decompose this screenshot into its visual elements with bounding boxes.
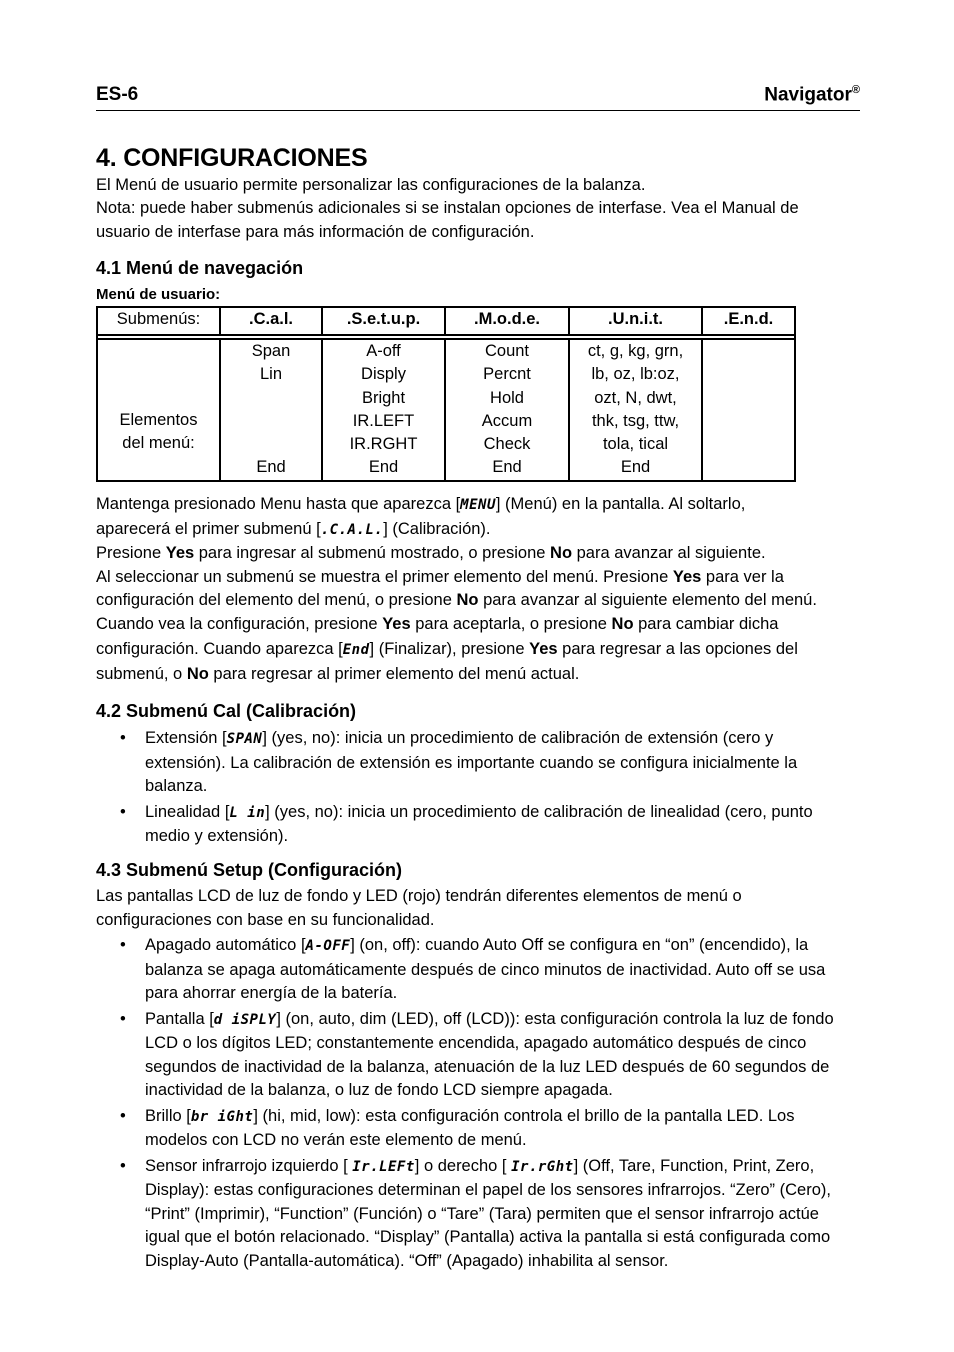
nav-line-2: [96, 518, 856, 543]
unit-item: tola, tical: [602, 435, 669, 454]
mode-item: Percnt: [483, 365, 531, 384]
row-label-cell: [97, 339, 220, 481]
mode-item: Accum: [481, 411, 533, 430]
text: ] (on, auto, dim (LED), off (LCD)): esta configuración controla la luz de fondo LCD o los dígitos LED; constantemente encendida, apagado automático después de cinco segundos de inactividad de la balanza, atenuación de la luz LED después de 60 segundos de inactividad de la balanza, o luz de fondo LCD siempre apagada.: [145, 1009, 834, 1099]
no-key: No: [550, 544, 573, 562]
page-number: ES-6: [96, 84, 139, 105]
text: para cambiar dicha: [633, 614, 779, 633]
text: Extensión [: [145, 729, 227, 747]
section-title: 4. CONFIGURACIONES: [96, 144, 368, 172]
text: para avanzar al siguiente elemento del menú.: [478, 591, 817, 609]
yes-key: Yes: [529, 640, 558, 658]
section-intro: [96, 174, 856, 244]
bullet-icon: •: [120, 936, 126, 954]
cal-bullet-list: [96, 727, 856, 851]
list-item: [96, 801, 856, 849]
col-header-unit: .U.n.i.t.: [569, 307, 702, 335]
text: configuración. Cuando aparezca [: [96, 640, 343, 658]
intro-line-3: usuario de interfase para más información de configuración.: [96, 222, 535, 241]
text: Linealidad [: [145, 802, 230, 821]
lcd-bright-glyph: br iGht: [190, 1108, 254, 1125]
text: configuración del elemento del menú, o presione: [96, 591, 457, 609]
cal-item: End: [256, 458, 286, 477]
unit-item: ozt, N, dwt,: [594, 388, 677, 407]
lcd-irright-glyph: Ir.rGht: [511, 1158, 574, 1175]
user-menu-table: [96, 306, 796, 482]
table-body-row: [97, 339, 795, 481]
text: ] o derecho [: [414, 1156, 512, 1175]
unit-item: End: [620, 458, 651, 477]
cal-item: Span: [251, 342, 291, 360]
row-label-line-1: Elementos: [119, 411, 198, 429]
col-unit-cell: [569, 339, 702, 481]
page-header: [96, 80, 860, 111]
text: para regresar al primer elemento del menú actual.: [208, 664, 580, 683]
text: ] (Menú) en la pantalla. Al soltarlo,: [495, 495, 746, 513]
col-header-setup: .S.e.t.u.p.: [322, 307, 445, 335]
col-setup-cell: [322, 339, 445, 481]
col-header-mode: .M.o.d.e.: [445, 307, 569, 335]
unit-item: ct, g, kg, grn,: [587, 342, 684, 360]
col-header-end: .E.n.d.: [702, 307, 795, 335]
text: ] (Off, Tare, Function, Print, Zero, Display): estas configuraciones determinan el papel de los sensores infrarrojos. “Zero” (Cero), “Print” (Imprimir), “Function” (Función) o “Tare” (Tara) permiten que el sensor infrarrojo actúe igual que el botón relacionado. “Display” (Pantalla) activa la pantalla si está configurada como Display-Auto (Pantalla-automática). “Off” (Apagado) inhabilita al sensor.: [145, 1156, 831, 1270]
col-mode-cell: [445, 339, 569, 481]
navigation-instructions: [96, 493, 856, 686]
mode-item: Count: [484, 342, 530, 360]
nav-line-6: [96, 613, 856, 637]
mode-item: End: [492, 458, 522, 477]
mode-item: Check: [483, 435, 531, 454]
manual-title-text: Navigator: [764, 84, 852, 106]
nav-line-5: [96, 589, 856, 613]
setup-item: Disply: [361, 365, 406, 384]
text: aparecerá el primer submenú [: [96, 519, 321, 538]
lcd-cal-glyph: .C.A.L.: [320, 521, 384, 538]
yes-key: Yes: [382, 614, 411, 633]
text: para ingresar al submenú mostrado, o presione: [194, 544, 551, 562]
text: Mantenga presionado Menu hasta que aparezca [: [96, 495, 461, 513]
yes-key: Yes: [672, 567, 702, 586]
setup-item: End: [368, 458, 399, 477]
text: Brillo [: [145, 1106, 191, 1125]
table-header-row: [97, 307, 795, 335]
lcd-end-glyph: End: [342, 642, 370, 658]
lcd-irleft-glyph: Ir.LEFt: [352, 1158, 415, 1175]
mode-item: Hold: [490, 388, 524, 407]
no-key: No: [611, 614, 634, 633]
subsection-title-4-2: 4.2 Submenú Cal (Calibración): [96, 701, 357, 721]
subsection-title-4-1: 4.1 Menú de navegación: [96, 258, 304, 278]
subsection-title-4-3: 4.3 Submenú Setup (Configuración): [96, 860, 403, 880]
text: Presione: [96, 544, 166, 562]
intro-line-2: Nota: puede haber submenús adicionales si se instalan opciones de interfase. Vea el Manual de: [96, 199, 799, 218]
list-item: [96, 1008, 856, 1103]
text: Pantalla [: [145, 1009, 214, 1028]
nav-line-1: [96, 493, 856, 518]
list-item: [96, 934, 856, 1006]
text: ] (Finalizar), presione: [369, 640, 530, 658]
registered-mark: ®: [851, 84, 860, 96]
unit-item: lb, oz, lb:oz,: [591, 365, 680, 384]
col-header-cal: .C.a.l.: [220, 307, 322, 335]
bullet-icon: •: [120, 1106, 126, 1125]
bullet-icon: •: [120, 1156, 126, 1175]
cal-gap: [221, 387, 321, 457]
lcd-aoff-glyph: A-OFF: [305, 938, 351, 954]
text: para regresar a las opciones del: [557, 640, 798, 658]
label-gap: [98, 340, 219, 409]
text: ] (yes, no): inicia un procedimiento de calibración de extensión (cero y extensión). La calibración de extensión es importante cuando se configura inicialmente la balanza.: [145, 729, 798, 795]
list-item: [96, 727, 856, 799]
setup-bullet-list: [96, 934, 856, 1275]
text: submenú, o: [96, 664, 187, 683]
nav-line-3: [96, 542, 856, 566]
text: para ver la: [701, 567, 784, 586]
yes-key: Yes: [165, 544, 195, 562]
lcd-lin-glyph: L in: [229, 804, 266, 821]
text: ] (on, off): cuando Auto Off se configura en “on” (encendido), la balanza se apaga automáticamente después de cinco minutos de inactividad. Auto off se usa para ahorrar energía de la batería.: [145, 936, 826, 1002]
bullet-icon: •: [120, 1009, 126, 1028]
setup-item: IR.RGHT: [349, 435, 418, 454]
col-cal-cell: [220, 339, 322, 481]
text: ] (hi, mid, low): esta configuración controla el brillo de la pantalla LED. Los modelos con LCD no verán este elemento de menú.: [145, 1106, 795, 1149]
setup-item: A-off: [366, 342, 401, 360]
list-item: [96, 1155, 856, 1274]
cal-item: Lin: [259, 365, 283, 384]
table-caption: Menú de usuario:: [96, 286, 221, 303]
intro-line-1: El Menú de usuario permite personalizar las configuraciones de la balanza.: [96, 176, 646, 194]
text: Al seleccionar un submenú se muestra el primer elemento del menú. Presione: [96, 567, 673, 586]
text: Sensor infrarrojo izquierdo [: [145, 1156, 353, 1175]
text: ] (Calibración).: [383, 519, 491, 538]
row-header-cell: Submenús:: [97, 307, 220, 335]
bullet-icon: •: [120, 802, 126, 821]
nav-line-8: [96, 663, 856, 687]
unit-item: thk, tsg, ttw,: [591, 411, 680, 430]
text: para aceptarla, o presione: [410, 614, 612, 633]
lcd-display-glyph: d iSPLY: [213, 1011, 277, 1028]
setup-item: Bright: [361, 388, 406, 407]
row-label-line-2: del menú:: [122, 434, 195, 453]
nav-line-7: [96, 638, 856, 663]
lcd-span-glyph: SPAN: [226, 731, 263, 747]
lcd-menu-glyph: MENU: [460, 497, 496, 513]
text: ] (yes, no): inicia un procedimiento de calibración de linealidad (cero, punto medio y extensión).: [145, 802, 813, 845]
text: para avanzar al siguiente.: [572, 544, 766, 562]
no-key: No: [186, 664, 209, 683]
text: Cuando vea la configuración, presione: [96, 614, 383, 633]
col-end-cell: [702, 339, 795, 481]
setup-intro: Las pantallas LCD de luz de fondo y LED (rojo) tendrán diferentes elementos de menú o configuraciones con base en su funcionalidad.: [96, 887, 742, 929]
manual-title: [764, 84, 860, 106]
list-item: [96, 1105, 856, 1153]
setup-item: IR.LEFT: [352, 411, 415, 430]
bullet-icon: •: [120, 729, 126, 747]
text: Apagado automático [: [145, 936, 306, 954]
nav-line-4: [96, 566, 856, 590]
no-key: No: [456, 591, 479, 609]
